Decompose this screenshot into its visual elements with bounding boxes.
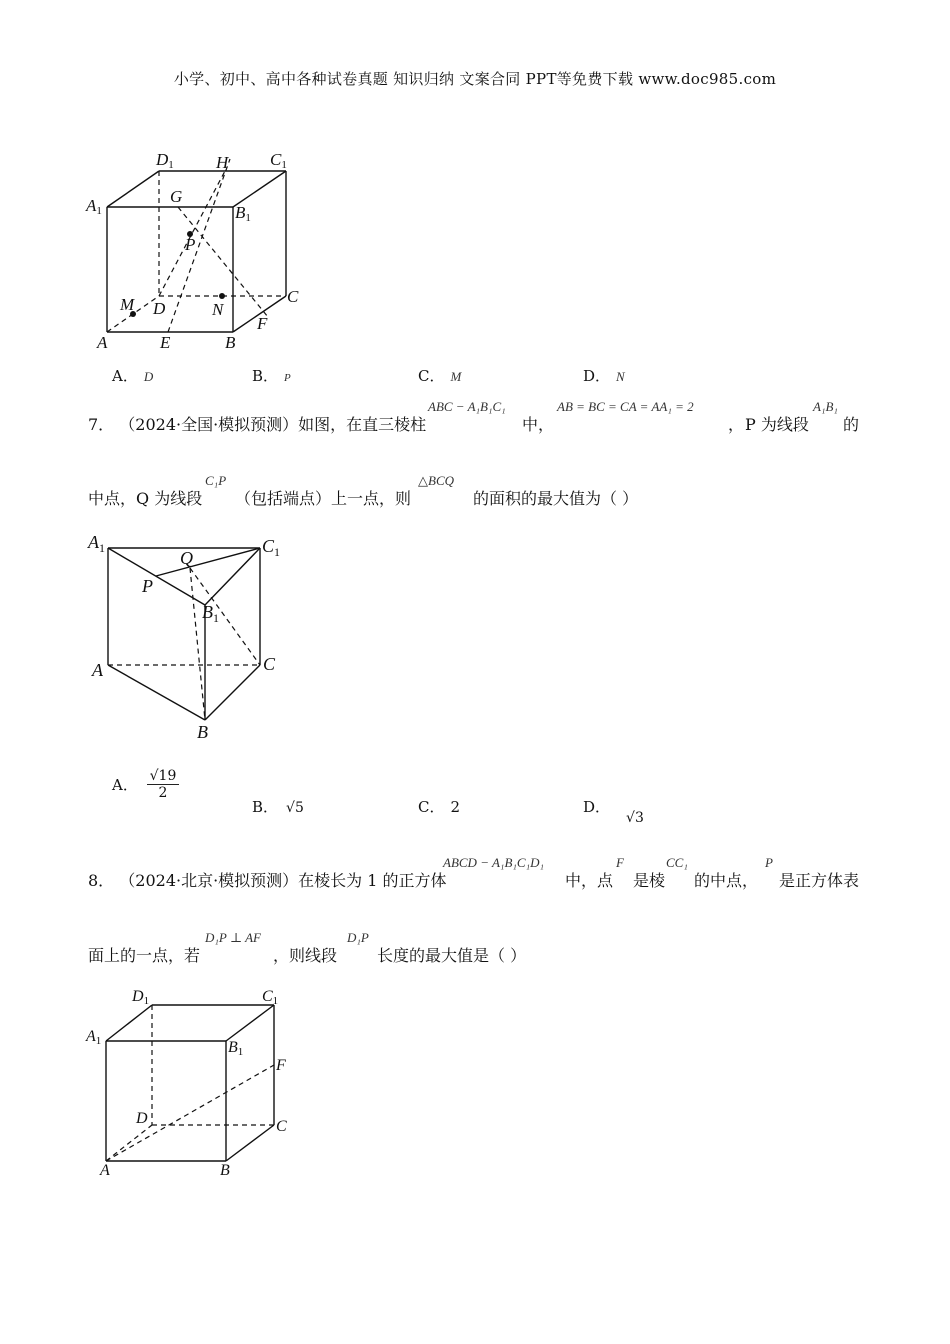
label-F: F <box>257 314 268 333</box>
q7-option-d[interactable]: D．√3 <box>583 798 644 826</box>
q7-line1-lead: 7． （2024·全国·模拟预测）如图，在直三棱柱 <box>88 415 427 434</box>
q8-mid: 中，点 <box>565 871 614 890</box>
label-C1-q8: C1 <box>262 988 279 1007</box>
label-D1-q8: D1 <box>132 988 150 1007</box>
q7-de: 的 <box>843 415 860 434</box>
label-B1-q7: $B_1$ <box>202 602 219 625</box>
label-C1: C1 <box>270 150 287 171</box>
label-P: P <box>185 235 196 254</box>
label-A1-q8: A1 <box>86 1028 102 1047</box>
q6-option-a[interactable]: A． D <box>112 367 154 385</box>
label-D: D <box>153 299 166 318</box>
label-A1: A1 <box>86 196 102 217</box>
q8-cc1: CC₁ <box>666 855 688 870</box>
q8-f: F <box>616 855 624 870</box>
q7-seg-a1b1: A₁B₁ <box>813 399 838 414</box>
q6-option-b[interactable]: B． P <box>252 367 291 385</box>
q8-condition: D₁P ⊥ AF <box>205 930 261 945</box>
q8-p: P <box>765 855 773 870</box>
label-E: E <box>160 333 171 352</box>
label-H: H <box>216 153 229 172</box>
q7-prism-expr: ABC − A₁B₁C₁ <box>428 399 506 414</box>
label-A-q8: A <box>100 1162 110 1179</box>
q8-line1-lead: 8． （2024·北京·模拟预测）在棱长为 1 的正方体 <box>88 871 447 890</box>
label-B-q8: B <box>220 1162 230 1179</box>
label-A: A <box>97 333 108 352</box>
label-M: M <box>120 295 135 314</box>
q7-triangle: △BCQ <box>418 473 454 488</box>
label-Q-q7: Q <box>180 548 193 568</box>
page-header: 小学、初中、高中各种试卷真题 知识归纳 文案合同 PPT等免费下载 www.doc985.com <box>173 70 777 88</box>
q8-edge: 是棱 <box>633 871 666 890</box>
q7-option-b[interactable]: B． √5 <box>252 798 304 816</box>
label-A-q7: A <box>92 660 103 680</box>
label-P-q7: P <box>142 576 153 596</box>
q8-line2-b: ，则线段 <box>273 946 338 965</box>
label-B1-q8: B1 <box>228 1039 244 1058</box>
q8-line2-c: 长度的最大值是（ ） <box>377 946 527 965</box>
label-B: B <box>225 333 236 352</box>
label-C-q8: C <box>276 1118 287 1135</box>
q7-p-text: P 为线段 <box>745 415 809 434</box>
q7-option-c[interactable]: C． 2 <box>418 798 461 816</box>
label-G: G <box>170 187 183 206</box>
q7-option-a[interactable]: A． $\frac{√19}{2}$ <box>112 768 179 801</box>
label-D-q8: D <box>136 1110 148 1127</box>
q6-option-d[interactable]: D． N <box>583 367 625 385</box>
q8-end: 是正方体表 <box>779 871 860 890</box>
label-N: N <box>212 300 224 319</box>
q8-seg-d1p: D₁P <box>347 930 369 945</box>
q7-line2-a: 中点，Q 为线段 <box>88 489 203 508</box>
q7-line2-c: 的面积的最大值为（ ） <box>473 489 639 508</box>
q7-line2-b: （包括端点）上一点，则 <box>235 489 412 508</box>
q7-comma: ， <box>728 415 745 434</box>
label-C-q7: C <box>263 654 276 674</box>
label-C1-q7: $C_1$ <box>262 536 281 559</box>
figure-cube-q6 <box>80 145 340 360</box>
q7-seg-c1p: C₁P <box>205 473 227 488</box>
q8-cube-expr: ABCD − A₁B₁C₁D₁ <box>443 855 544 870</box>
label-A1-q7: $A_1$ <box>88 532 105 555</box>
q7-mid: 中， <box>522 415 555 434</box>
q8-line2-a: 面上的一点，若 <box>88 946 201 965</box>
q6-option-c[interactable]: C． M <box>418 367 462 385</box>
q8-mid2: 的中点， <box>694 871 759 890</box>
label-D1: D1 <box>156 150 174 171</box>
label-B1: B1 <box>235 203 251 224</box>
label-F-q8: F <box>276 1057 286 1074</box>
label-C: C <box>287 287 299 306</box>
label-B-q7: B <box>197 722 208 742</box>
figure-cube-q8 <box>80 985 320 1180</box>
figure-prism-q7 <box>80 530 310 745</box>
q7-condition: AB = BC = CA = AA₁ = 2 <box>557 399 694 414</box>
